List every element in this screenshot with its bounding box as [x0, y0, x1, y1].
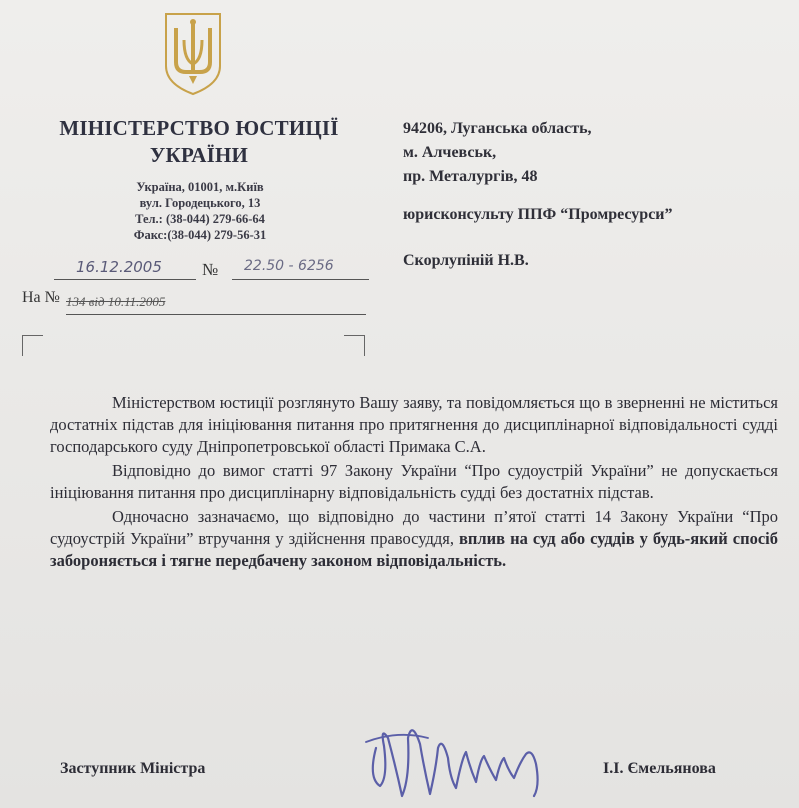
signatory-title: Заступник Міністра [60, 760, 206, 777]
ministry-name-line1: МІНІСТЕРСТВО ЮСТИЦІЇ [59, 116, 339, 140]
ukraine-trident-emblem [160, 10, 226, 96]
ministry-address-line1: Україна, 01001, м.Київ [136, 180, 264, 194]
body-paragraph-3-bold: вплив на суд або суддів у будь-який спосіб забороняється і тягне передбачену законом відповідальність. [50, 529, 779, 570]
handwritten-signature [358, 708, 558, 808]
corner-mark-right [344, 335, 365, 356]
ministry-address [40, 179, 360, 243]
body-paragraph-3 [50, 506, 778, 572]
ministry-fax: Факс:(38-044) 279-56-31 [133, 228, 267, 242]
recipient-name: Скорлупіній Н.В. [403, 252, 529, 269]
outgoing-number: 22.50 - 6256 [232, 258, 369, 280]
recipient-position: юрисконсульту ППФ “Промресурси” [403, 206, 673, 223]
ministry-name-line2: УКРАЇНИ [149, 143, 249, 167]
reference-value: 134 від 10.11.2005 [66, 294, 366, 315]
signatory-name: І.І. Ємельянова [603, 760, 716, 777]
ministry-address-line2: вул. Городецького, 13 [139, 196, 261, 210]
body-paragraph-1: Міністерством юстиції розглянуто Вашу заяву, та повідомляється що в зверненні не міститься достатніх підстав для ініціювання питання про притягнення до дисциплінарної відповідальності судді господарського суду Дніпропетровської області Примака С.А. [50, 393, 778, 456]
recipient-block [403, 117, 783, 273]
outgoing-date: 16.12.2005 [54, 258, 196, 280]
recipient-address-line2: м. Алчевськ, [403, 144, 497, 161]
ministry-name [24, 115, 374, 169]
registration-line [22, 258, 367, 284]
recipient-address-line1: 94206, Луганська область, [403, 120, 592, 137]
body-paragraph-2: Відповідно до вимог статті 97 Закону України “Про судоустрій України” не допускається ініціювання питання про дисциплінарну відповідальність судді без достатніх підстав. [50, 461, 778, 502]
ministry-phone: Тел.: (38-044) 279-66-64 [135, 212, 265, 226]
reference-label: На № [22, 289, 60, 306]
reference-line [22, 289, 367, 313]
letter-body [50, 392, 778, 574]
body-paragraph-3-regular: Одночасно зазначаємо, що відповідно до частини п’ятої статті 14 Закону України “Про судоустрій України” втручання у здійснення правосуддя, [50, 507, 778, 548]
recipient-address-line3: пр. Металургів, 48 [403, 168, 538, 185]
corner-mark-left [22, 335, 43, 356]
number-label: № [202, 260, 219, 279]
